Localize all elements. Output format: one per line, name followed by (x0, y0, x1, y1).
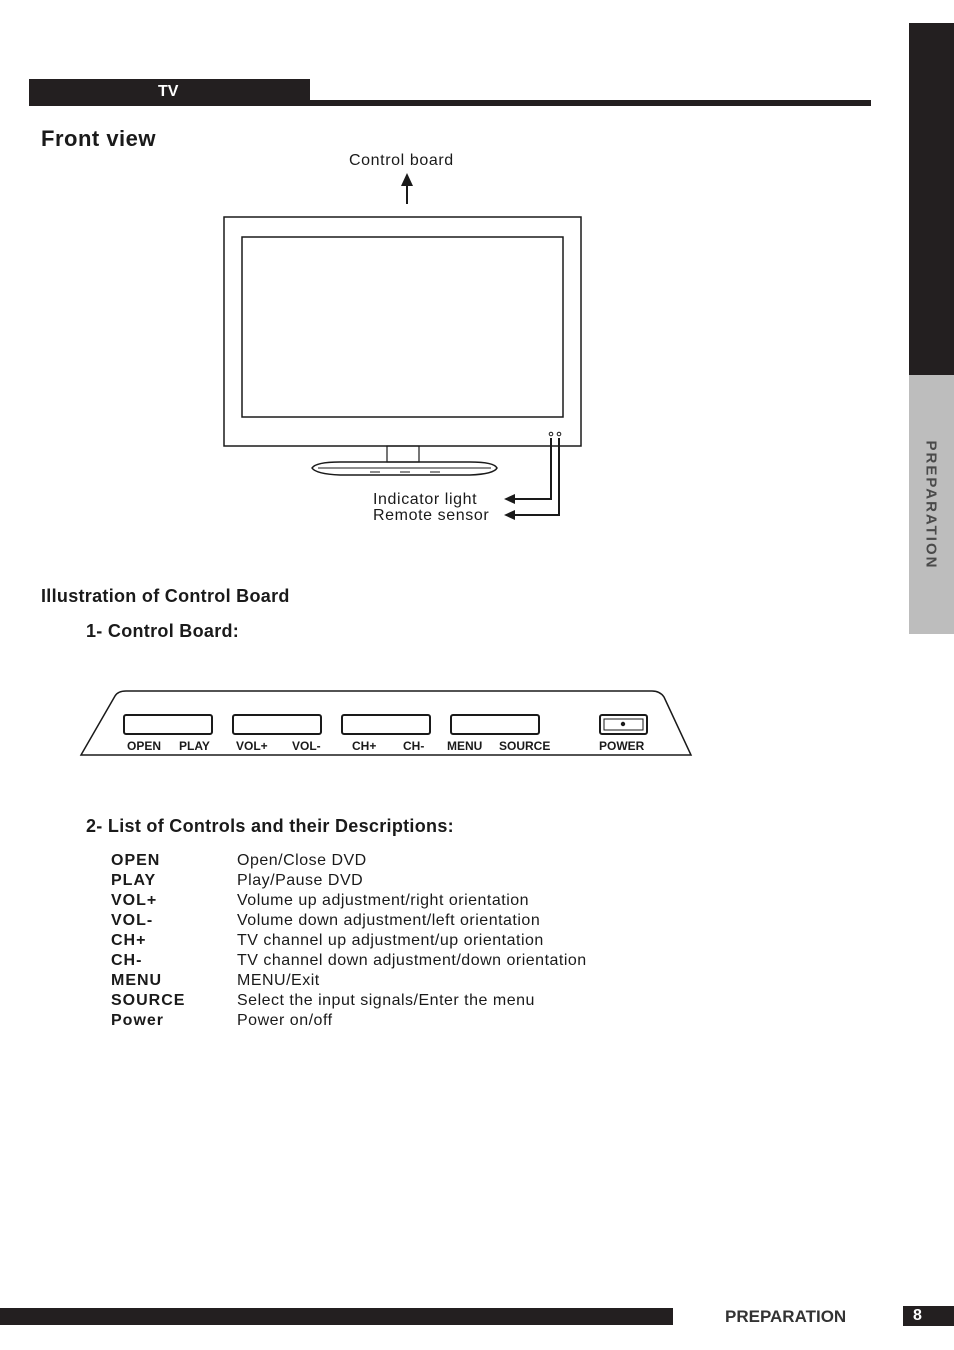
control-board-section-title: Illustration of Control Board (41, 586, 290, 606)
tv-neck (387, 446, 419, 462)
control-name: MENU (111, 972, 163, 989)
control-board-subtitle: 1- Control Board: (86, 621, 240, 641)
control-description: Select the input signals/Enter the menu (237, 992, 535, 1009)
control-name: OPEN (111, 852, 161, 869)
indicator-light-callout: Indicator light (373, 491, 478, 508)
remote-sensor-leader (513, 438, 559, 515)
btn-label-vol-up: VOL+ (236, 739, 268, 753)
remote-sensor-dot (557, 432, 561, 436)
ch-button (342, 715, 430, 734)
footer-rule (0, 1308, 673, 1325)
btn-label-vol-down: VOL- (292, 739, 321, 753)
control-description: Volume down adjustment/left orientation (237, 912, 541, 929)
btn-label-ch-up: CH+ (352, 739, 377, 753)
tv-front-diagram (0, 0, 954, 560)
control-name: VOL- (111, 912, 154, 929)
control-name: SOURCE (111, 992, 186, 1009)
btn-label-ch-down: CH- (403, 739, 425, 753)
control-board-callout: Control board (349, 152, 454, 169)
controls-list-title: 2- List of Controls and their Descriptions: (86, 816, 454, 836)
front-view-title: Front view (41, 126, 157, 151)
control-description: Volume up adjustment/right orientation (237, 892, 530, 909)
menu-source-button (451, 715, 539, 734)
indicator-light-arrowhead (504, 494, 515, 504)
btn-label-power: POWER (599, 739, 645, 753)
control-name: CH- (111, 952, 143, 969)
indicator-light-dot (549, 432, 553, 436)
control-name: Power (111, 1012, 165, 1029)
control-board-diagram (0, 680, 720, 770)
btn-label-source: SOURCE (499, 739, 551, 753)
control-name: CH+ (111, 932, 147, 949)
control-board-arrowhead (401, 173, 413, 186)
side-tab-label: PREPARATION (922, 440, 940, 570)
control-description: Open/Close DVD (237, 852, 367, 869)
control-description: TV channel down adjustment/down orientation (237, 952, 587, 969)
header-tab-label: TV (158, 83, 179, 100)
remote-sensor-callout: Remote sensor (373, 507, 490, 524)
control-name: VOL+ (111, 892, 158, 909)
tv-screen (242, 237, 563, 417)
control-description: Play/Pause DVD (237, 872, 364, 889)
page-number-box (903, 1306, 954, 1326)
control-description: MENU/Exit (237, 972, 320, 989)
remote-sensor-arrowhead (504, 510, 515, 520)
btn-label-open: OPEN (127, 739, 162, 753)
page-number: 8 (913, 1307, 922, 1324)
footer-section-label: PREPARATION (725, 1307, 847, 1326)
btn-label-menu: MENU (447, 739, 483, 753)
control-name: PLAY (111, 872, 157, 889)
vol-button (233, 715, 321, 734)
open-play-button (124, 715, 212, 734)
power-dot (621, 722, 625, 726)
control-description: Power on/off (237, 1012, 333, 1029)
btn-label-play: PLAY (179, 739, 210, 753)
indicator-light-leader (513, 438, 551, 499)
control-description: TV channel up adjustment/up orientation (237, 932, 544, 949)
tv-bezel (224, 217, 581, 446)
